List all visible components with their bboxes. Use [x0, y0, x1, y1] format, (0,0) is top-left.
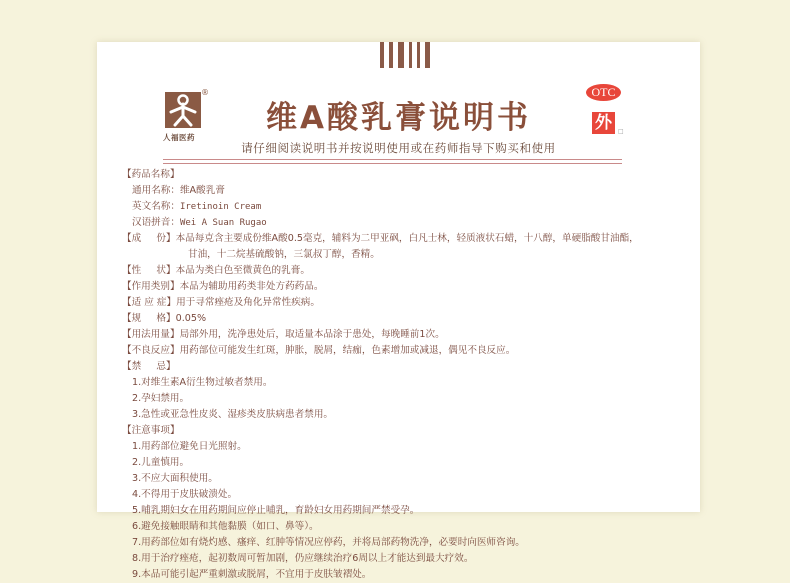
ingredients-row	[122, 231, 682, 247]
divider-bottom	[163, 163, 622, 164]
precaution-item: 4.不得用于皮肤破溃处。	[132, 489, 238, 500]
english-name-value: Iretinoin Cream	[179, 202, 262, 212]
external-use-mark: □	[618, 128, 624, 135]
generic-name-row	[122, 183, 682, 199]
precaution-item: 9.本品可能引起严重刺激或脱屑，不宜用于皮肤皱褶处。	[132, 569, 372, 580]
pinyin-label: 汉语拼音：	[132, 217, 180, 228]
otc-badge: OTC	[586, 84, 621, 101]
section-heading-contraindications: 【禁 忌】	[122, 361, 176, 372]
dosage-value: 局部外用，洗净患处后，取适量本品涂于患处，每晚睡前1次。	[179, 329, 445, 340]
page-subtitle: 请仔细阅读说明书并按说明使用或在药师指导下购买和使用	[241, 141, 556, 155]
ingredients-continuation: 甘油，十二烷基硫酸钠，三氯叔丁醇，香精。	[188, 249, 380, 260]
pinyin-value: Wei A Suan Rugao	[179, 218, 267, 228]
section-heading-precautions: 【注意事项】	[122, 425, 180, 436]
category-value: 本品为辅助用药类非处方药药品。	[179, 281, 324, 292]
precaution-item: 5.哺乳期妇女在用药期间应停止哺乳，育龄妇女用药期间严禁受孕。	[132, 505, 420, 516]
indications-value: 用于寻常痤疮及角化异常性疾病。	[176, 297, 320, 308]
contraindication-item: 1.对维生素A衍生物过敏者禁用。	[132, 377, 273, 388]
brand-name: 人福医药	[163, 133, 195, 142]
section-heading-drug-name: 【药品名称】	[122, 169, 180, 180]
description-value: 本品为类白色至微黄色的乳膏。	[175, 265, 310, 276]
english-name-label: 英文名称：	[132, 201, 180, 212]
precaution-item: 1.用药部位避免日光照射。	[132, 441, 247, 452]
generic-name-label: 通用名称：	[132, 185, 180, 196]
ingredients-value: 本品每克含主要成份维A酸0.5毫克，辅料为二甲亚砜，白凡士林，轻质液状石蜡，十八醇，单硬脂酸甘油酯，	[175, 233, 639, 244]
external-use-badge: 外	[592, 112, 615, 134]
category-label: 【作用类别】	[122, 281, 180, 292]
contraindication-item: 3.急性或亚急性皮炎、湿疹类皮肤病患者禁用。	[132, 409, 334, 420]
adverse-reactions-value: 用药部位可能发生红斑，肿胀，脱屑，结痂，色素增加或减退，偶见不良反应。	[179, 345, 516, 356]
specification-value: 0.05%	[175, 313, 207, 324]
contraindication-item: 2.孕妇禁用。	[132, 393, 190, 404]
precaution-item: 8.用于治疗痤疮，起初数周可暂加剧，仍应继续治疗6周以上才能达到最大疗效。	[132, 553, 474, 564]
category-row	[122, 279, 682, 295]
barcode-marks	[380, 42, 430, 68]
description-label: 【性 状】	[122, 265, 176, 276]
specification-label: 【规 格】	[122, 313, 176, 324]
precaution-item: 6.避免接触眼睛和其他黏膜（如口、鼻等）。	[132, 521, 319, 532]
description-row	[122, 263, 682, 279]
indications-label: 【适 应 症】	[122, 297, 177, 308]
pinyin-row	[122, 215, 682, 231]
adverse-reactions-label: 【不良反应】	[122, 345, 180, 356]
registered-mark: ®	[201, 88, 209, 97]
english-name-row	[122, 199, 682, 215]
leaflet-page	[97, 42, 700, 580]
indications-row	[122, 295, 682, 311]
dosage-label: 【用法用量】	[122, 329, 180, 340]
divider-top	[163, 159, 622, 160]
precaution-item: 7.用药部位如有烧灼感、瘙痒、红肿等情况应停药，并将局部药物洗净，必要时向医师咨询。	[132, 537, 525, 548]
specification-row	[122, 311, 682, 327]
dosage-row	[122, 327, 682, 343]
precaution-item: 3.不应大面积使用。	[132, 473, 218, 484]
precaution-item: 2.儿童慎用。	[132, 457, 190, 468]
page-title: 维A酸乳膏说明书	[266, 100, 531, 136]
generic-name-value: 维A酸乳膏	[179, 185, 225, 196]
ingredients-label: 【成 份】	[122, 233, 176, 244]
leaflet-body	[122, 167, 682, 583]
adverse-reactions-row	[122, 343, 682, 359]
